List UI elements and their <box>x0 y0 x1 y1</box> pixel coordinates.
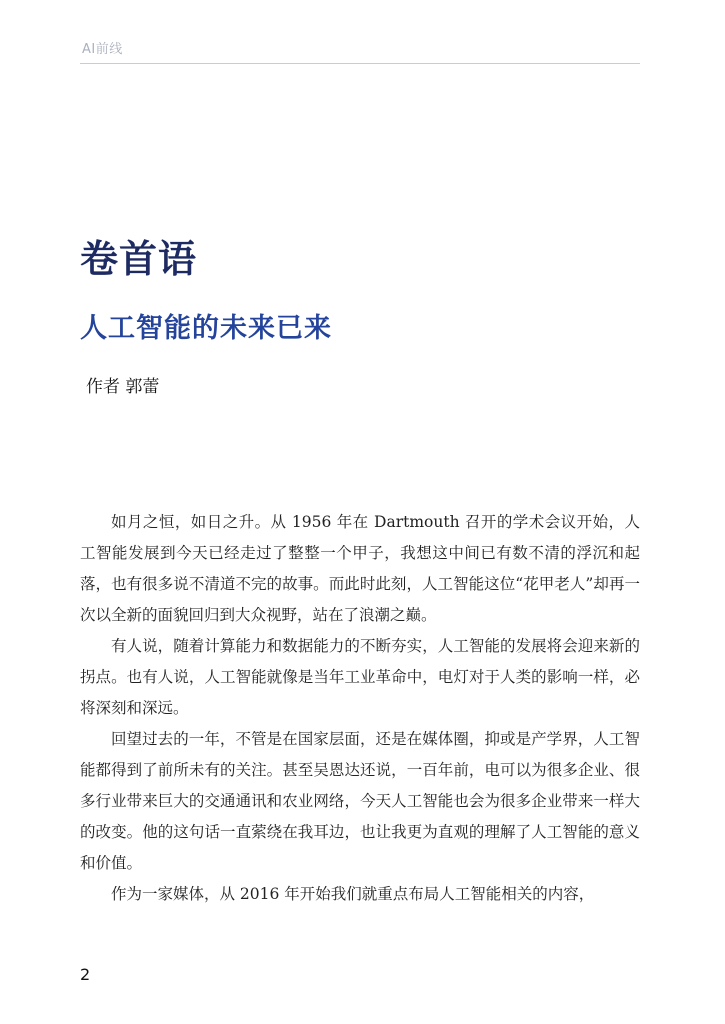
header-divider <box>80 63 640 64</box>
paragraph: 有人说，随着计算能力和数据能力的不断夯实，人工智能的发展将会迎来新的拐点。也有人说，人工智能就像是当年工业革命中，电灯对于人类的影响一样，必将深刻和深远。 <box>80 637 640 717</box>
paragraph: 如月之恒，如日之升。从 1956 年在 Dartmouth 召开的学术会议开始，人工智能发展到今天已经走过了整整一个甲子，我想这中间已有数不清的浮沉和起落，也有很多说不清道不完的故事。而此时此刻，人工智能这位“花甲老人”却再一次以全新的面貌回归到大众视野，站在了浪潮之巅。 <box>80 513 640 624</box>
article-title: 人工智能的未来已来 <box>80 313 332 344</box>
article-body <box>80 507 640 910</box>
section-title: 卷首语 <box>80 237 198 281</box>
paragraph: 作为一家媒体，从 2016 年开始我们就重点布局人工智能相关的内容， <box>111 885 595 903</box>
running-header: AI前线 <box>82 42 123 57</box>
author-byline: 作者 郭蕾 <box>86 377 160 397</box>
paragraph: 回望过去的一年，不管是在国家层面，还是在媒体圈，抑或是产学界，人工智能都得到了前所未有的关注。甚至吴恩达还说，一百年前，电可以为很多企业、很多行业带来巨大的交通通讯和农业网络，今天人工智能也会为很多企业带来一样大的改变。他的这句话一直萦绕在我耳边，也让我更为直观的理解了人工智能的意义和价值。 <box>80 730 640 872</box>
page-number: 2 <box>80 965 91 984</box>
